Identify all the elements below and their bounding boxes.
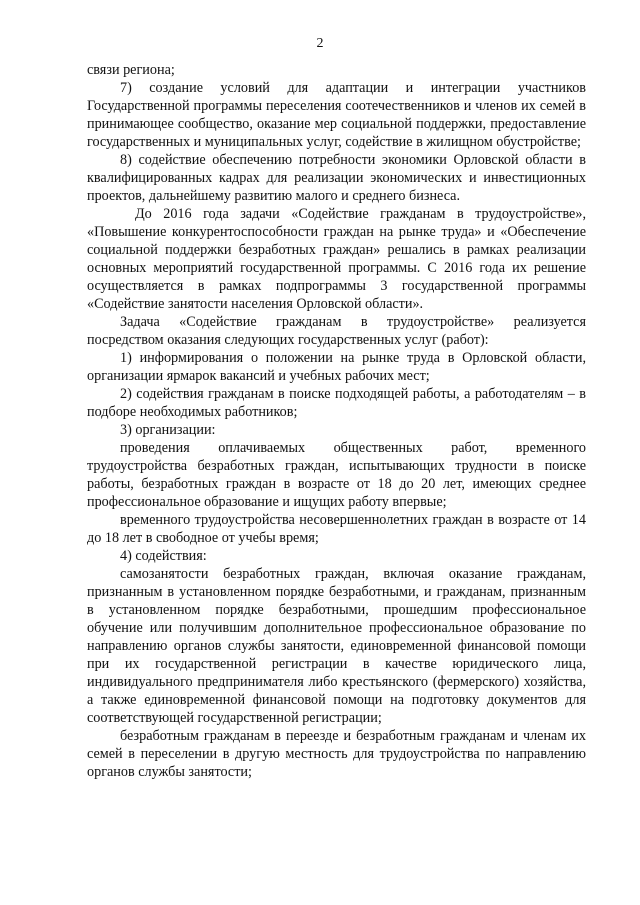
paragraph-minors-employment: временного трудоустройства несовершеннолетних граждан в возрасте от 14 до 18 лет в свободное от учебы время; (87, 512, 586, 546)
paragraph-before-2016: До 2016 года задачи «Содействие гражданам в трудоустройстве», «Повышение конкурентоспособности граждан на рынке труда» и «Обеспечение социальной поддержки безработных граждан» решались в рамках реализации основных мероприятий государственной программы. С 2016 года их решение осуществляется в рамках подпрограммы 3 государственной программы «Содействие занятости населения Орловской области». (87, 206, 586, 312)
paragraph-item-8: 8) содействие обеспечению потребности экономики Орловской области в квалифицированных кадрах для реализации экономических и инвестиционных проектов, дальнейшему развитию малого и среднего бизнеса. (87, 152, 586, 204)
paragraph-service-3: 3) организации: (120, 422, 216, 438)
document-body (87, 61, 586, 781)
paragraph-region-ties: связи региона; (87, 62, 175, 78)
page-number: 2 (316, 36, 324, 51)
paragraph-service-2: 2) содействия гражданам в поиске подходящей работы, а работодателям – в подборе необходимых работников; (87, 386, 586, 420)
paragraph-service-4: 4) содействия: (120, 548, 207, 564)
paragraph-service-1: 1) информирования о положении на рынке труда в Орловской области, организации ярмарок вакансий и учебных рабочих мест; (87, 350, 586, 384)
paragraph-self-employment: самозанятости безработных граждан, включая оказание гражданам, признанным в установленном порядке безработными, и гражданам, признанным в установленном порядке безработными, прошедшим профессиональное обучение или получившим дополнительное профессиональное образование по направлению органов службы занятости, единовременной финансовой помощи при их государственной регистрации в качестве юридического лица, индивидуального предпринимателя либо крестьянского (фермерского) хозяйства, а также единовременной финансовой помощи на подготовку документов для соответствующей государственной регистрации; (87, 566, 586, 726)
paragraph-relocation: безработным гражданам в переезде и безработным гражданам и членам их семей в переселении в другую местность для трудоустройства по направлению органов службы занятости; (87, 728, 586, 780)
paragraph-public-works: проведения оплачиваемых общественных работ, временного трудоустройства безработных граждан, испытывающих трудности в поиске работы, безработных граждан в возрасте от 18 до 20 лет, имеющих среднее профессиональное образование и ищущих работу впервые; (87, 440, 586, 510)
paragraph-task-employment: Задача «Содействие гражданам в трудоустройстве» реализуется посредством оказания следующих государственных услуг (работ): (87, 314, 586, 348)
paragraph-item-7: 7) создание условий для адаптации и интеграции участников Государственной программы переселения соотечественников и членов их семей в принимающее сообщество, оказание мер социальной поддержки, предоставление государственных и муниципальных услуг, содействие в жилищном обустройстве; (87, 80, 586, 150)
